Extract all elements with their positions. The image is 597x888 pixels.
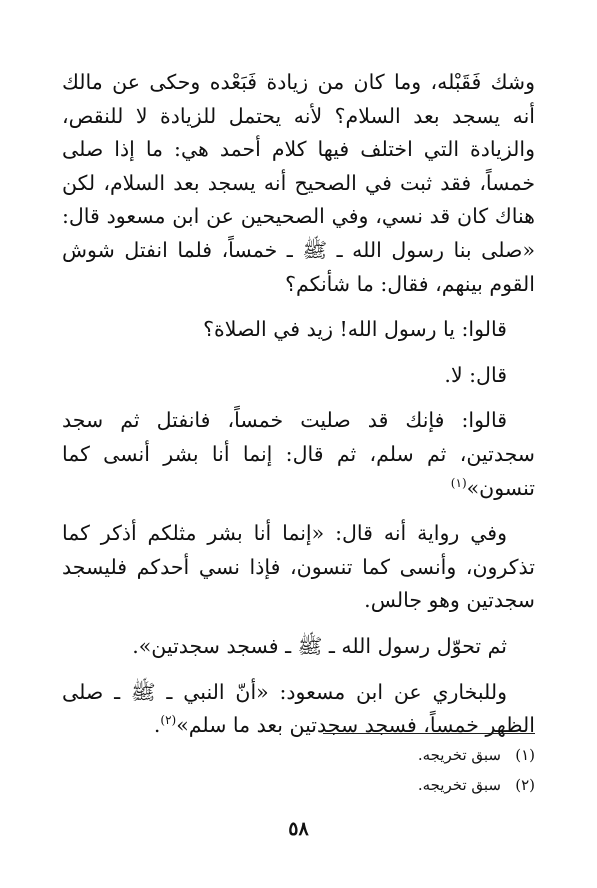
footnote-1	[62, 740, 535, 770]
footnote-text: سبق تخريجه.	[417, 776, 501, 794]
paragraph-4: قالوا: فإنك قد صليت خمساً، فانفتل ثم سجد سجدتين، ثم سلم، ثم قال: إنما أنا بشر أنسى كما تنسون»$^{(١)}$	[62, 408, 535, 500]
page-body	[62, 66, 535, 743]
paragraph-1: وشك فَقَبْله، وما كان من زيادة فَبَعْده وحكى عن مالك أنه يسجد بعد السلام؟ لأنه يحتمل للزيادة لا للنقص، والزيادة التي اختلف فيها كلام أحمد هي: ما إذا صلى خمساً، فقد ثبت في الصحيح أنه يسجد بعد السلام، لكن هناك كان قد نسي، وفي الصحيحين عن ابن مسعود قال: «صلى بنا رسول الله ـ ﷺ ـ خمساً، فلما انفتل شوش القوم بينهم، فقال: ما شأنكم؟	[62, 70, 535, 296]
footnote-2	[62, 770, 535, 800]
paragraph-5: وفي رواية أنه قال: «إنما أنا بشر مثلكم أذكر كما تذكرون، وأنسى كما تنسون، فإذا نسي أحدكم فليسجد سجدتين وهو جالس.	[62, 521, 535, 613]
footnote-number: (٢)	[515, 776, 535, 794]
footnote-ref-2[interactable]: (٢)	[160, 713, 177, 728]
footnote-divider	[323, 733, 535, 734]
footnotes	[62, 740, 535, 800]
paragraph-2: قالوا: يا رسول الله! زيد في الصلاة؟	[203, 317, 507, 342]
footnote-text: سبق تخريجه.	[417, 746, 501, 764]
paragraph-7: وللبخاري عن ابن مسعود: «أنّ النبي ـ ﷺ ـ صلى الظهر خمساً، فسجد سجدتين بعد ما سلم»$^{(٢)}$.	[62, 679, 535, 738]
paragraph-6: ثم تحوّل رسول الله ـ ﷺ ـ فسجد سجدتين».	[132, 633, 507, 658]
paragraph-3: قال: لا.	[444, 362, 507, 387]
footnote-number: (١)	[515, 746, 535, 764]
page-number: ٥٨	[288, 818, 309, 840]
footnote-ref-1[interactable]: (١)	[450, 475, 467, 490]
